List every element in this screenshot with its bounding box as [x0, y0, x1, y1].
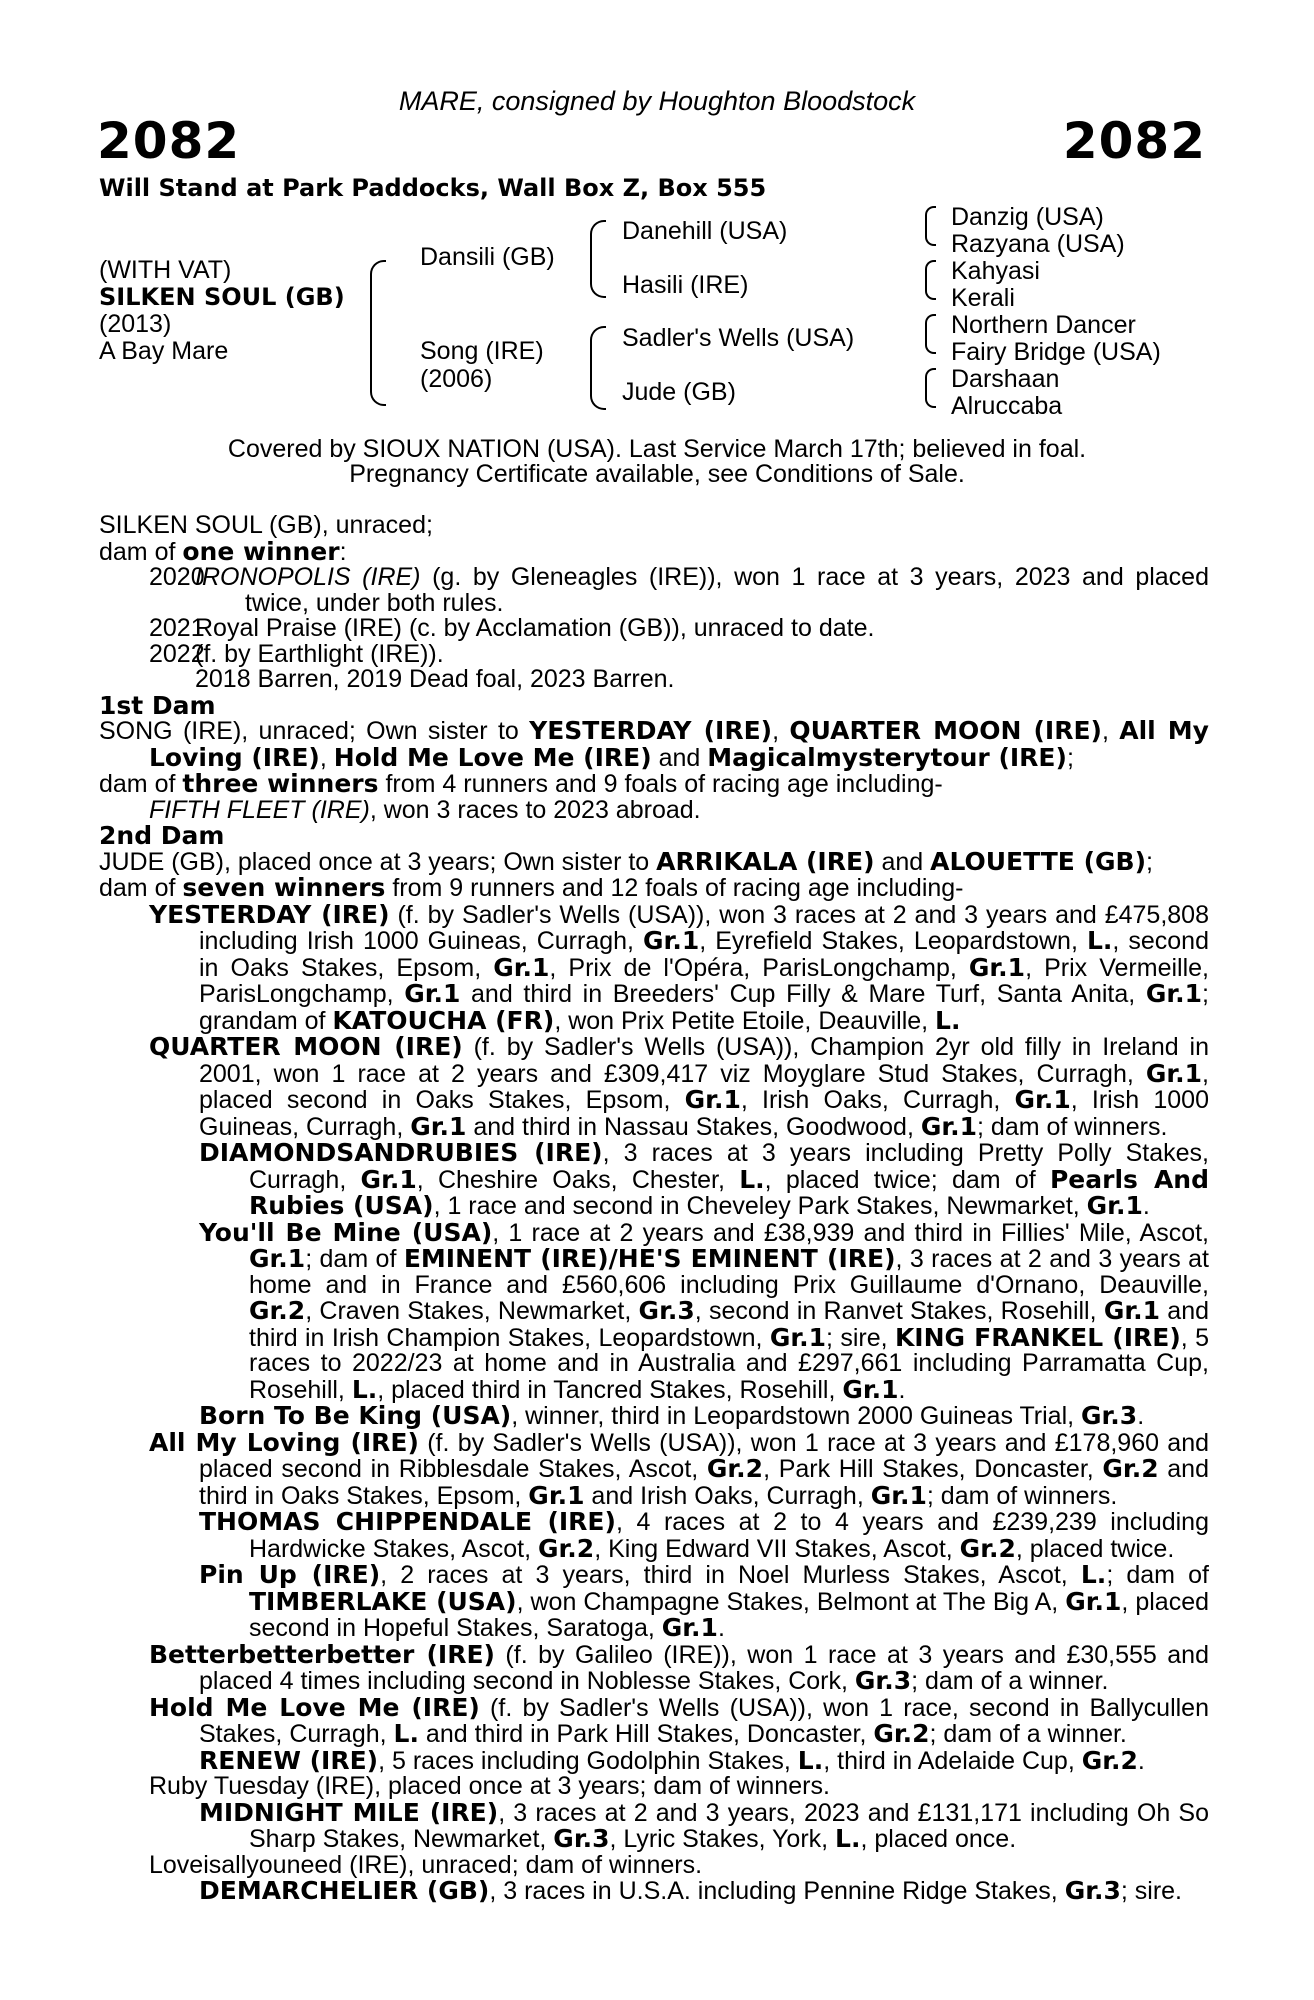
catalogue-body [99, 513, 1209, 1905]
entry-hold-me-love-me: Hold Me Love Me (IRE) (f. by Sadler's Wells (USA)), won 1 race, second in Ballycullen Stakes, Curragh, L. and third in Park Hill Stakes, Doncaster, Gr.2; dam of a winner. [149, 1692, 1209, 1748]
entry-yesterday: YESTERDAY (IRE) (f. by Sadler's Wells (USA)), won 3 races at 2 and 3 years and £475,808 including Irish 1000 Guineas, Curragh, Gr.1, Eyrefield Stakes, Leopardstown, L., second in Oaks Stakes, Epsom, Gr.1, Prix de l'Opéra, ParisLongchamp, Gr.1, Prix Vermeille, ParisLongchamp, Gr.1 and third in Breeders' Cup Filly & Mare Turf, Santa Anita, Gr.1; grandam of KATOUCHA (FR), won Prix Petite Etoile, Deauville, L. [149, 899, 1209, 1035]
progeny-year: 2022 [149, 639, 205, 668]
mare-dam-of: dam of one winner: [99, 536, 347, 566]
dam-dam: Jude (GB) [622, 378, 736, 406]
entry-born-to-be-king: Born To Be King (USA), winner, third in Leopardstown 2000 Guineas Trial, Gr.3. [199, 1401, 1145, 1430]
lot-number-left: 2082 [97, 112, 241, 170]
first-dam-entry: SONG (IRE), unraced; Own sister to YESTERDAY (IRE), QUARTER MOON (IRE), All My Loving (IRE), Hold Me Love Me (IRE) and Magicalmysterytour (IRE); [99, 716, 1209, 772]
horse-name: SILKEN SOUL (GB) [99, 283, 345, 311]
second-dam-heading: 2nd Dam [99, 821, 225, 850]
first-dam-heading: 1st Dam [99, 690, 216, 720]
progeny-entry: Royal Praise (IRE) (c. by Acclamation (GB)), unraced to date. [195, 614, 875, 642]
mare-intro: SILKEN SOUL (GB), unraced; [99, 511, 433, 539]
sire-sire: Danehill (USA) [622, 217, 788, 245]
progeny-year: 2020 [149, 563, 205, 591]
covered-line-1: Covered by SIOUX NATION (USA). Last Service March 17th; believed in foal. [227, 435, 1087, 463]
entry-renew: RENEW (IRE), 5 races including Godolphin Stakes, L., third in Adelaide Cup, Gr.2. [199, 1745, 1145, 1775]
vat-label: (WITH VAT) [99, 256, 232, 284]
ggp-8: Alruccaba [951, 392, 1063, 420]
pedigree-brace-ggp-4 [925, 368, 936, 408]
entry-loveisallyouneed: Loveisallyouneed (IRE), unraced; dam of winners. [149, 1850, 703, 1879]
ggp-4: Kerali [951, 284, 1015, 312]
pedigree-brace-ggp-1 [925, 206, 936, 246]
ggp-6: Fairy Bridge (USA) [951, 338, 1161, 366]
ggp-5: Northern Dancer [951, 311, 1136, 339]
sire-dam: Hasili (IRE) [622, 271, 749, 299]
progeny-year: 2021 [149, 614, 205, 642]
second-dam-produce: dam of seven winners from 9 runners and 12 foals of racing age including- [99, 873, 964, 902]
horse-year: (2013) [99, 310, 172, 338]
stand-location: Will Stand at Park Paddocks, Wall Box Z, Box 555 [99, 174, 767, 202]
pedigree-brace-ggp-3 [925, 314, 936, 354]
dam-year: (2006) [420, 365, 493, 393]
entry-demarchelier: DEMARCHELIER (GB), 3 races in U.S.A. including Pennine Ridge Stakes, Gr.3; sire. [199, 1876, 1182, 1905]
sire-name: Dansili (GB) [420, 243, 555, 271]
pedigree-brace-main [370, 260, 386, 406]
progeny-entry: (f. by Earthlight (IRE)). [195, 639, 444, 668]
entry-youll-be-mine: You'll Be Mine (USA), 1 race at 2 years and £38,939 and third in Fillies' Mile, Ascot, Gr.1; dam of EMINENT (IRE)/HE'S EMINENT (IRE), 3 races at 2 and 3 years at home and in France and £560,606 including Prix Guillaume d'Ornano, Deauville, Gr.2, Craven Stakes, Newmarket, Gr.3, second in Ranvet Stakes, Rosehill, Gr.1 and third in Irish Champion Stakes, Leopardstown, Gr.1; sire, KING FRANKEL (IRE), 5 races to 2022/23 at home and in Australia and £297,661 including Parramatta Cup, Rosehill, L., placed third in Tancred Stakes, Rosehill, Gr.1. [199, 1217, 1209, 1404]
first-dam-winner: FIFTH FLEET (IRE), won 3 races to 2023 abroad. [149, 795, 701, 824]
dam-name: Song (IRE) [420, 337, 544, 365]
lot-number-right: 2082 [1062, 112, 1206, 170]
second-dam-entry: JUDE (GB), placed once at 3 years; Own sister to ARRIKALA (IRE) and ALOUETTE (GB); [99, 846, 1153, 876]
ggp-3: Kahyasi [951, 257, 1040, 285]
entry-pin-up: Pin Up (IRE), 2 races at 3 years, third in Noel Murless Stakes, Ascot, L.; dam of TIMBERLAKE (USA), won Champagne Stakes, Belmont at The Big A, Gr.1, placed second in Hopeful Stakes, Saratoga, Gr.1. [199, 1560, 1210, 1642]
first-dam-produce: dam of three winners from 4 runners and 9 foals of racing age including- [99, 769, 943, 798]
barren-note: 2018 Barren, 2019 Dead foal, 2023 Barren. [195, 665, 675, 693]
entry-quarter-moon: QUARTER MOON (IRE) (f. by Sadler's Wells (USA)), Champion 2yr old filly in Ireland in 2001, won 1 race at 2 years and £309,417 viz Moyglare Stud Stakes, Curragh, Gr.1, placed second in Oaks Stakes, Epsom, Gr.1, Irish Oaks, Curragh, Gr.1, Irish 1000 Guineas, Curragh, Gr.1 and third in Nassau Stakes, Goodwood, Gr.1; dam of winners. [149, 1032, 1209, 1141]
ggp-7: Darshaan [951, 365, 1060, 393]
entry-all-my-loving: All My Loving (IRE) (f. by Sadler's Wells (USA)), won 1 race at 3 years and £178,960 and placed second in Ribblesdale Stakes, Ascot, Gr.2, Park Hill Stakes, Doncaster, Gr.2 and third in Oaks Stakes, Epsom, Gr.1 and Irish Oaks, Curragh, Gr.1; dam of winners. [149, 1427, 1209, 1510]
entry-diamondsandrubies: DIAMONDSANDRUBIES (IRE), 3 races at 3 years including Pretty Polly Stakes, Curragh, Gr.1, Cheshire Oaks, Chester, L., placed twice; dam of Pearls And Rubies (USA), 1 race and second in Cheveley Park Stakes, Newmarket, Gr.1. [199, 1138, 1209, 1220]
entry-ruby-tuesday: Ruby Tuesday (IRE), placed once at 3 years; dam of winners. [149, 1772, 830, 1800]
progeny-list [99, 565, 1209, 693]
entry-thomas-chippendale: THOMAS CHIPPENDALE (IRE), 4 races at 2 to 4 years and £239,239 including Hardwicke Stakes, Ascot, Gr.2, King Edward VII Stakes, Ascot, Gr.2, placed twice. [199, 1507, 1209, 1563]
ggp-2: Razyana (USA) [951, 230, 1125, 258]
ggp-1: Danzig (USA) [951, 203, 1104, 231]
covered-line-2: Pregnancy Certificate available, see Conditions of Sale. [349, 460, 965, 488]
pedigree-brace-ggp-2 [925, 260, 936, 300]
progeny-entry: IRONOPOLIS (IRE) (g. by Gleneagles (IRE)), won 1 race at 3 years, 2023 and placed twice, under both rules. [195, 563, 1209, 617]
entry-betterbetterbetter: Betterbetterbetter (IRE) (f. by Galileo (IRE)), won 1 race at 3 years and £30,555 and placed 4 times including second in Noblesse Stakes, Cork, Gr.3; dam of a winner. [149, 1639, 1209, 1695]
horse-description: A Bay Mare [99, 337, 229, 365]
dam-sire: Sadler's Wells (USA) [622, 324, 855, 352]
pedigree-brace-dam [590, 326, 606, 410]
consignment-subtitle: MARE, consigned by Houghton Bloodstock [398, 86, 916, 116]
pedigree-brace-sire [590, 220, 606, 298]
entry-midnight-mile: MIDNIGHT MILE (IRE), 3 races at 2 and 3 years, 2023 and £131,171 including Oh So Sharp Stakes, Newmarket, Gr.3, Lyric Stakes, York, L., placed once. [199, 1797, 1210, 1853]
